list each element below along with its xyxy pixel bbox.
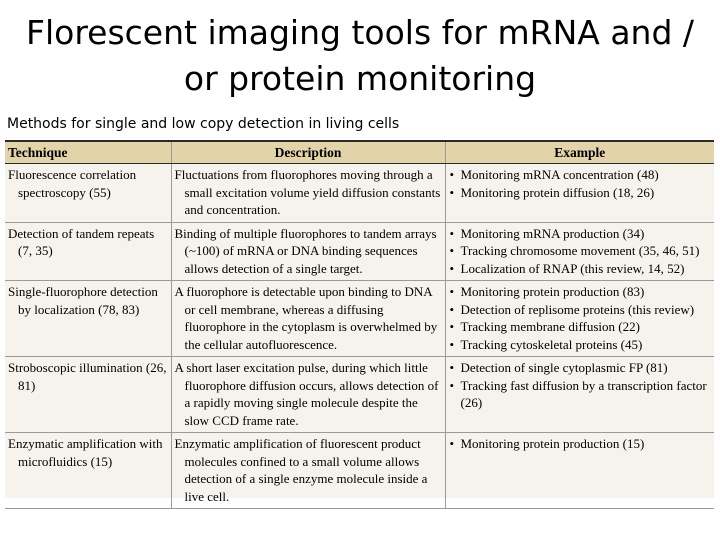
description-cell bbox=[171, 281, 445, 357]
example-cell bbox=[445, 164, 714, 223]
technique-cell bbox=[5, 433, 171, 509]
example-item: • Detection of replisome proteins (this review) bbox=[449, 301, 712, 319]
example-list bbox=[449, 225, 712, 278]
example-list bbox=[449, 435, 712, 453]
example-item: • Monitoring mRNA production (34) bbox=[449, 225, 712, 243]
technique-text: Detection of tandem repeats (7, 35) bbox=[8, 225, 155, 258]
example-item: • Detection of single cytoplasmic FP (81) bbox=[449, 359, 712, 377]
description-text: Fluctuations from fluorophores moving through a small excitation volume yield diffusion constants and concentration. bbox=[174, 167, 441, 217]
technique-cell bbox=[5, 357, 171, 433]
example-list bbox=[449, 166, 712, 201]
technique-cell bbox=[5, 222, 171, 281]
technique-text: Stroboscopic illumination (26, 81) bbox=[8, 360, 167, 393]
description-text: A fluorophore is detectable upon binding to DNA or cell membrane, whereas a diffusing fluorophore in the cytoplasm is overwhelmed by the cellular autofluorescence. bbox=[174, 284, 438, 352]
slide-title-line-2: or protein monitoring bbox=[183, 59, 537, 98]
example-item: • Monitoring protein production (15) bbox=[449, 435, 712, 453]
slide-title-line-1: Florescent imaging tools for mRNA and / bbox=[25, 13, 695, 52]
example-cell bbox=[445, 281, 714, 357]
technique-text: Single-fluorophore detection by localization (78, 83) bbox=[8, 284, 158, 317]
description-text: Enzymatic amplification of fluorescent product molecules confined to a small volume allows detection of a single enzyme molecule inside a live cell. bbox=[174, 436, 428, 504]
table-row bbox=[5, 433, 714, 509]
example-item: • Tracking fast diffusion by a transcription factor (26) bbox=[449, 377, 712, 412]
example-item: • Localization of RNAP (this review, 14, 52) bbox=[449, 260, 712, 278]
technique-cell bbox=[5, 281, 171, 357]
example-item: • Tracking membrane diffusion (22) bbox=[449, 318, 712, 336]
table-row bbox=[5, 281, 714, 357]
table-row bbox=[5, 222, 714, 281]
technique-cell bbox=[5, 164, 171, 223]
technique-text: Enzymatic amplification with microfluidics (15) bbox=[8, 436, 163, 469]
header-example: Example bbox=[445, 141, 714, 164]
description-cell bbox=[171, 433, 445, 509]
description-cell bbox=[171, 164, 445, 223]
header-description: Description bbox=[171, 141, 445, 164]
example-cell bbox=[445, 433, 714, 509]
description-cell bbox=[171, 357, 445, 433]
slide-title bbox=[0, 10, 720, 102]
example-item: • Tracking chromosome movement (35, 46, 51) bbox=[449, 242, 712, 260]
table-header-row bbox=[5, 141, 714, 164]
description-text: A short laser excitation pulse, during which little fluorophore diffusion occurs, allows detection of a rapidly moving single molecule despite the slow CCD frame rate. bbox=[174, 360, 439, 428]
example-item: • Monitoring protein production (83) bbox=[449, 283, 712, 301]
example-item: • Tracking cytoskeletal proteins (45) bbox=[449, 336, 712, 354]
example-item: • Monitoring mRNA concentration (48) bbox=[449, 166, 712, 184]
description-cell bbox=[171, 222, 445, 281]
example-cell bbox=[445, 222, 714, 281]
example-list bbox=[449, 359, 712, 412]
methods-table-container bbox=[5, 140, 714, 504]
table-row bbox=[5, 357, 714, 433]
example-item: • Monitoring protein diffusion (18, 26) bbox=[449, 184, 712, 202]
description-text: Binding of multiple fluorophores to tandem arrays (~100) of mRNA or DNA binding sequences allows detection of a single target. bbox=[174, 225, 437, 276]
header-technique: Technique bbox=[5, 141, 171, 164]
table-row bbox=[5, 164, 714, 223]
technique-text: Fluorescence correlation spectroscopy (55) bbox=[8, 167, 137, 200]
example-list bbox=[449, 283, 712, 353]
methods-table bbox=[5, 140, 714, 509]
example-cell bbox=[445, 357, 714, 433]
slide-subtitle: Methods for single and low copy detection in living cells bbox=[7, 116, 400, 132]
